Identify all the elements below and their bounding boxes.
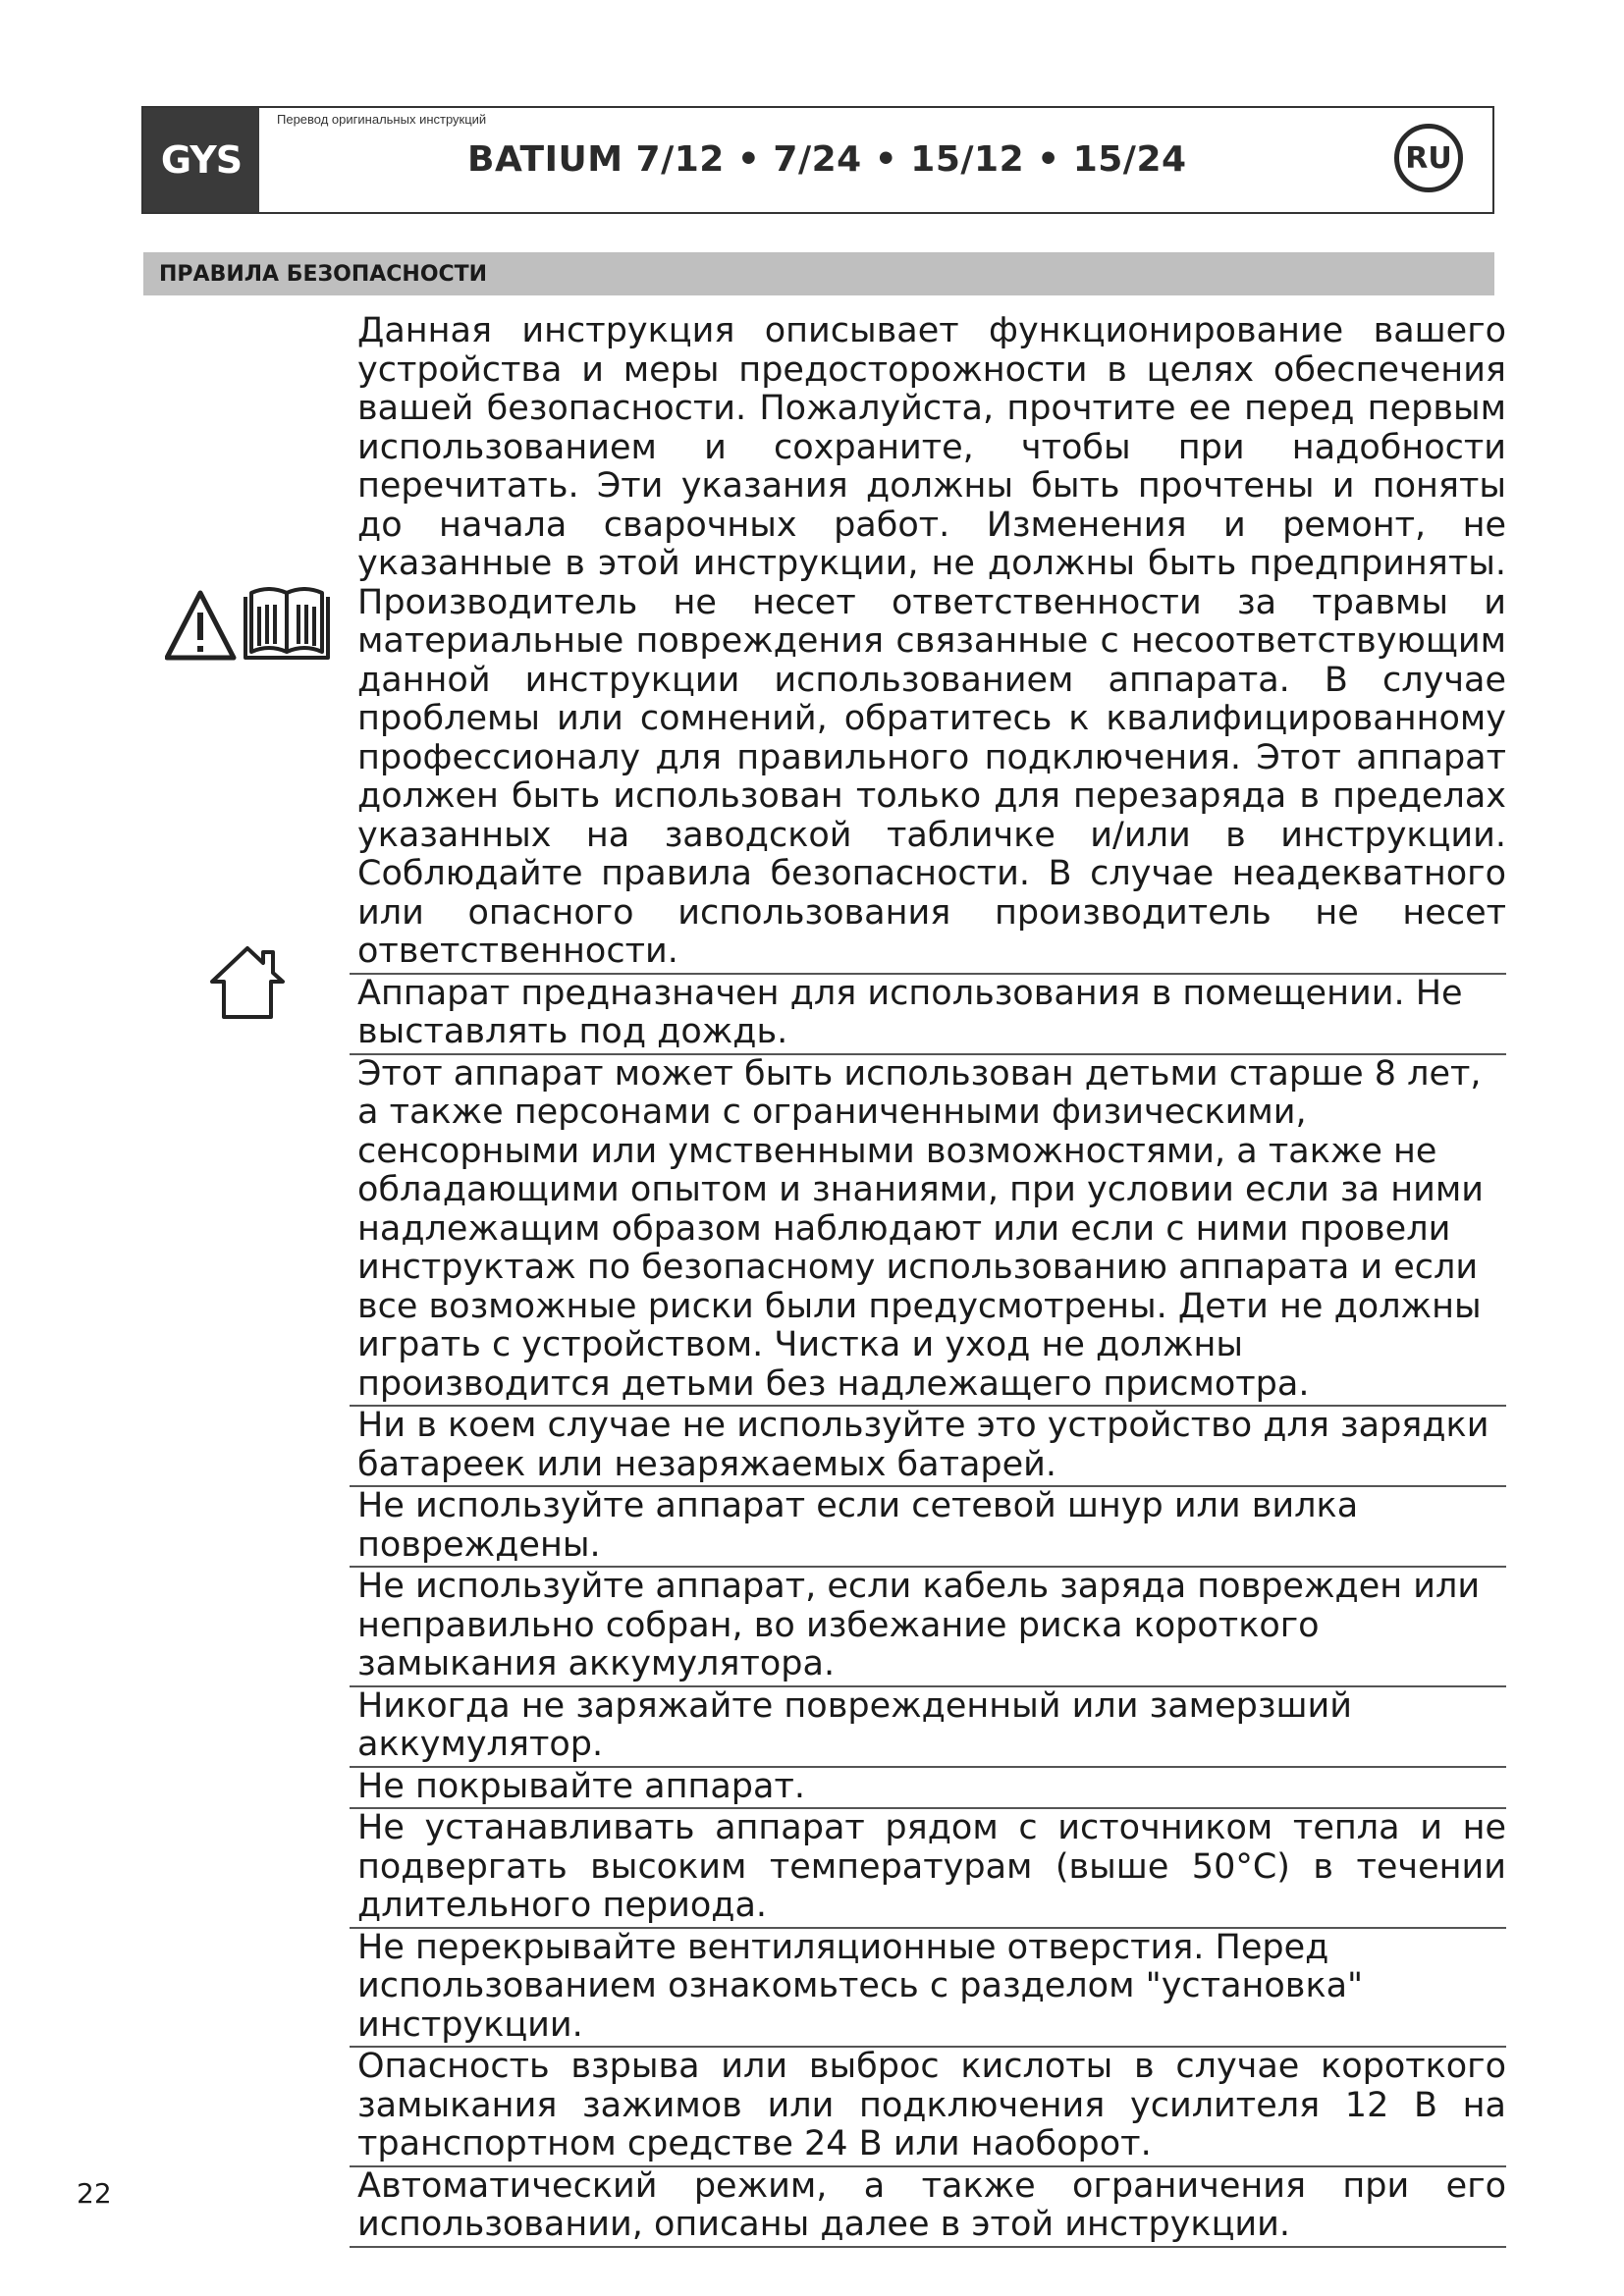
product-title: BATIUM 7/12 • 7/24 • 15/12 • 15/24: [467, 139, 1187, 180]
paragraph-heat-source: Не устанавливать аппарат рядом с источником тепла и не подвергать высоким температурам (выше 50°C) в течении длительного периода.: [350, 1809, 1506, 1929]
paragraph-do-not-cover: Не покрывайте аппарат.: [350, 1768, 1506, 1810]
paragraph-explosion-risk: Опасность взрыва или выброс кислоты в случае короткого замыкания зажимов или подключения усилителя 12 В на транспортном средстве 24 В или наоборот.: [350, 2048, 1506, 2167]
paragraph-damaged-cord: Не используйте аппарат если сетевой шнур или вилка повреждены.: [350, 1487, 1506, 1568]
language-badge: RU: [1394, 124, 1463, 192]
section-title: ПРАВИЛА БЕЗОПАСНОСТИ: [159, 261, 488, 287]
warning-triangle-and-open-book-icon: [165, 587, 332, 666]
open-book-icon: [245, 589, 328, 658]
section-header: [143, 252, 1494, 295]
paragraph-ventilation: Не перекрывайте вентиляционные отверстия. Перед использованием ознакомьтесь с разделом "установка" инструкции.: [350, 1929, 1506, 2049]
gys-logo: [143, 108, 259, 212]
paragraph-damaged-cable: Не используйте аппарат, если кабель заряда поврежден или неправильно собран, во избежание риска короткого замыкания аккумулятора.: [350, 1568, 1506, 1687]
header-subtitle: Перевод оригинальных инструкций: [277, 112, 487, 127]
paragraph-frozen-battery: Никогда не заряжайте поврежденный или замерзший аккумулятор.: [350, 1687, 1506, 1768]
house-icon: [206, 942, 289, 1021]
paragraph-children-use: Этот аппарат может быть использован детьми старше 8 лет, а также персонами с ограниченными физическими, сенсорными или умственными возможностями, а также не обладающими опытом и знаниями, при условии если за ними надлежащим образом наблюдают или если с ними провели инструктаж по безопасному использованию аппарата и если все возможные риски были предусмотрены. Дети не должны играть с устройством. Чистка и уход не должны производится детьми без надлежащего присмотра.: [350, 1055, 1506, 1408]
paragraph-non-rechargeable: Ни в коем случае не используйте это устройство для зарядки батареек или незаряжаемых батарей.: [350, 1407, 1506, 1487]
paragraph-automatic-mode: Автоматический режим, а также ограничения при его использовании, описаны далее в этой инструкции.: [350, 2167, 1506, 2248]
logo-text: GYS: [160, 138, 243, 182]
paragraph-general-instructions: Данная инструкция описывает функционирование вашего устройства и меры предосторожности в целях обеспечения вашей безопасности. Пожалуйста, прочтите ее перед первым использованием и сохраните, чтобы при надобности перечитать. Эти указания должны быть прочтены и поняты до начала сварочных работ. Изменения и ремонт, не указанные в этой инструкции, не должны быть предприняты. Производитель не несет ответственности за травмы и материальные повреждения связанные с несоответствующим данной инструкции использованием аппарата. В случае проблемы или сомнений, обратитесь к квалифицированному профессионалу для правильного подключения. Этот аппарат должен быть использован только для перезаряда в пределах указанных на заводской табличке и/или в инструкции. Соблюдайте правила безопасности. В случае неадекватного или опасного использования производитель не несет ответственности.: [350, 312, 1506, 975]
page-number: 22: [77, 2177, 112, 2210]
safety-rules-list: [350, 312, 1506, 2248]
paragraph-indoor-use: Аппарат предназначен для использования в помещении. Не выставлять под дождь.: [350, 975, 1506, 1055]
document-header: [141, 106, 1494, 214]
